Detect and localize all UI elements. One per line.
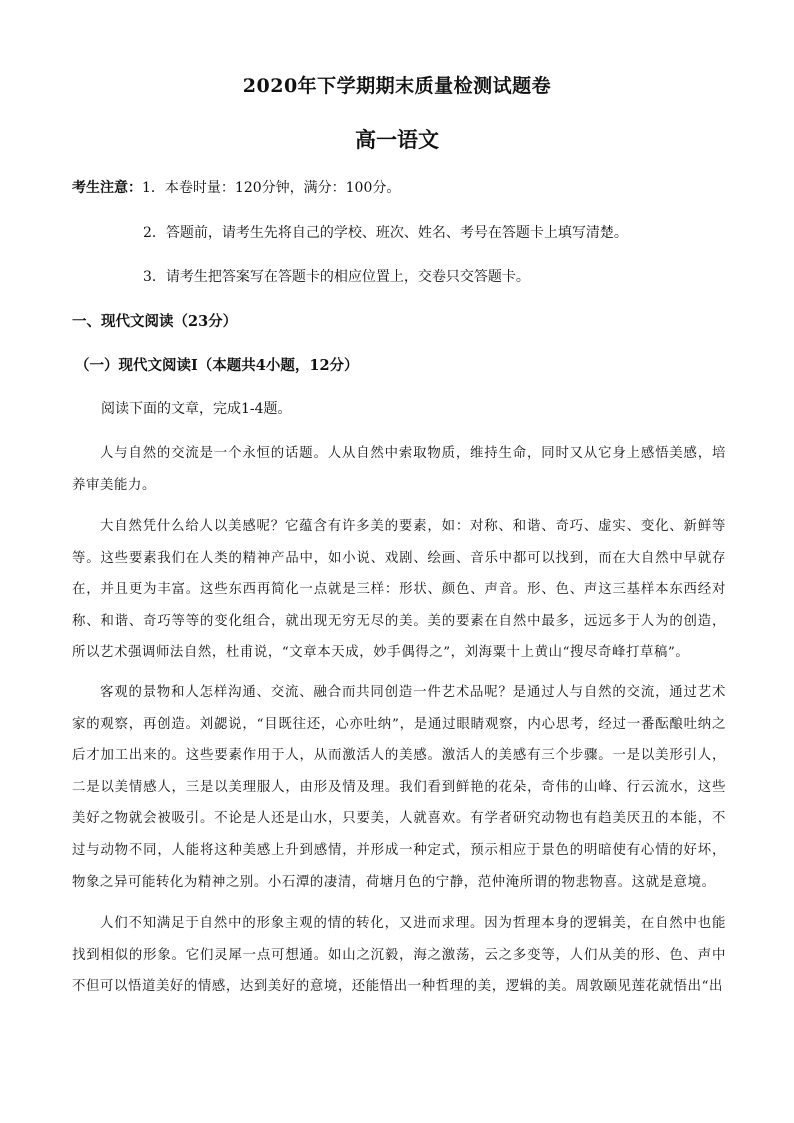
notice-item-3: 3．请考生把答案写在答题卡的相应位置上，交卷只交答题卡。 [143, 269, 530, 285]
notice-item-2: 2．答题前，请考生先将自己的学校、班次、姓名、考号在答题卡上填写清楚。 [143, 225, 628, 241]
notice-text-1: 1．本卷时量：120分钟，满分：100分。 [142, 180, 401, 196]
article-paragraph-3: 客观的景物和人怎样沟通、交流、融合而共同创造一件艺术品呢？是通过人与自然的交流，通过艺术家的观察，再创造。刘勰说，“目既往还，心亦吐纳”，是通过眼睛观察，内心思考，经过一番酝酿吐纳之后才加工出来的。这些要素作用于人，从而激活人的美感。激活人的美感有三个步骤。一是以美形引人，二是以美情感人，三是以美理服人，由形及情及理。我们看到鲜艳的花朵，奇伟的山峰、行云流水，这些美好之物就会被吸引。不论是人还是山水，只要美，人就喜欢。有学者研究动物也有趋美厌丑的本能，不过与动物不同，人能将这种美感上升到感情，并形成一种定式，预示相应于景色的明暗使有心情的好坏，物象之异可能转化为精神之别。小石潭的凄清，荷塘月色的宁静，范仲淹所谓的物悲物喜。这就是意境。 [72, 685, 726, 890]
notice-label: 考生注意： [72, 180, 142, 196]
article-paragraph-2: 大自然凭什么给人以美感呢？它蕴含有许多美的要素，如：对称、和谐、奇巧、虚实、变化、新鲜等等。这些要素我们在人类的精神产品中，如小说、戏剧、绘画、音乐中都可以找到，而在大自然中早就存在，并且更为丰富。这些东西再简化一点就是三样：形状、颜色、声音。形、色、声这三基样本东西经对称、和谐、奇巧等等的变化组合，就出现无穷无尽的美。美的要素在自然中最多，远远多于人为的创造，所以艺术强调师法自然，杜甫说，“文章本天成，妙手偶得之”，刘海粟十上黄山“搜尽奇峰打草稿”。 [72, 519, 726, 661]
reading-instruction: 阅读下面的文章，完成1-4题。 [101, 401, 292, 417]
article-paragraph-1: 人与自然的交流是一个永恒的话题。人从自然中索取物质，维持生命，同时又从它身上感悟美感，培养审美能力。 [72, 446, 726, 493]
subsection-title: （一）现代文阅读Ⅰ（本题共4小题，12分） [75, 357, 359, 374]
section-title: 一、现代文阅读（23分） [72, 313, 238, 330]
exam-title: 2020年下学期期末质量检测试题卷 [242, 75, 552, 97]
notice-item-1 [72, 177, 400, 197]
exam-subtitle: 高一语文 [355, 127, 439, 152]
article-paragraph-4: 人们不知满足于自然中的形象主观的情的转化，又进而求理。因为哲理本身的逻辑美，在自然中也能找到相似的形象。它们灵犀一点可想通。如山之沉毅，海之激荡，云之多变等，人们从美的形、色、声中不但可以悟道美好的情感，达到美好的意境，还能悟出一种哲理的美，逻辑的美。周敦颐见莲花就悟出“出 [72, 916, 726, 995]
